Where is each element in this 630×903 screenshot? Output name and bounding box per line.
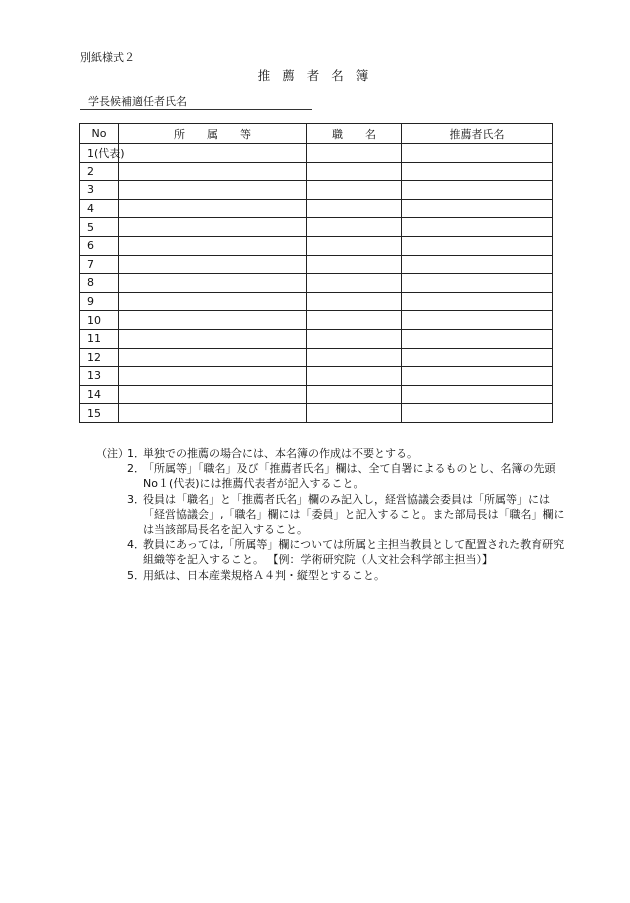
table-row <box>80 218 553 237</box>
row-number: 7 <box>80 255 119 274</box>
table-body <box>80 144 553 423</box>
table-row <box>80 181 553 200</box>
note-text: 「所属等」「職名」及び「推薦者氏名」欄は、全て自署によるものとし、名簿の先頭 No１(代表)には推薦代表者が記入すること。 <box>143 462 556 491</box>
recommender-name-cell[interactable] <box>402 385 553 404</box>
row-number: 6 <box>80 236 119 255</box>
recommender-name-cell[interactable] <box>402 329 553 348</box>
recommender-name-cell[interactable] <box>402 311 553 330</box>
recommender-name-cell[interactable] <box>402 199 553 218</box>
notes-list <box>96 446 566 583</box>
position-cell[interactable] <box>307 162 402 181</box>
table-row <box>80 292 553 311</box>
recommender-name-cell[interactable] <box>402 274 553 293</box>
recommender-name-cell[interactable] <box>402 144 553 163</box>
affiliation-cell[interactable] <box>119 144 307 163</box>
recommender-name-cell[interactable] <box>402 218 553 237</box>
row-number: 15 <box>80 404 119 423</box>
note-number: 4． <box>127 538 145 552</box>
row-number: 8 <box>80 274 119 293</box>
table-row <box>80 329 553 348</box>
recommender-name-cell[interactable] <box>402 181 553 200</box>
recommender-name-cell[interactable] <box>402 236 553 255</box>
affiliation-cell[interactable] <box>119 348 307 367</box>
position-cell[interactable] <box>307 404 402 423</box>
row-number: 9 <box>80 292 119 311</box>
recommender-name-cell[interactable] <box>402 348 553 367</box>
row-number: 3 <box>80 181 119 200</box>
recommender-table <box>79 123 553 423</box>
page-title: 推 薦 者 名 簿 <box>257 68 373 83</box>
position-cell[interactable] <box>307 144 402 163</box>
note-number: 5． <box>127 568 145 582</box>
table-header-row <box>80 124 553 144</box>
table-row <box>80 311 553 330</box>
note-item <box>96 492 566 538</box>
position-cell[interactable] <box>307 329 402 348</box>
position-cell[interactable] <box>307 218 402 237</box>
row-number: 10 <box>80 311 119 330</box>
position-cell[interactable] <box>307 236 402 255</box>
notes-prefix: （注） <box>96 447 129 460</box>
table-row <box>80 199 553 218</box>
position-cell[interactable] <box>307 181 402 200</box>
position-cell[interactable] <box>307 274 402 293</box>
note-number: 2． <box>127 462 145 476</box>
note-item <box>96 537 566 567</box>
affiliation-cell[interactable] <box>119 311 307 330</box>
column-header-no: No <box>80 124 119 144</box>
affiliation-cell[interactable] <box>119 404 307 423</box>
table-row <box>80 385 553 404</box>
affiliation-cell[interactable] <box>119 367 307 386</box>
position-cell[interactable] <box>307 367 402 386</box>
note-item <box>96 461 566 491</box>
table-row <box>80 236 553 255</box>
note-item <box>96 568 566 583</box>
column-header-position: 職 名 <box>307 124 402 144</box>
column-header-name: 推薦者氏名 <box>402 124 553 144</box>
row-number: 5 <box>80 218 119 237</box>
note-text: 教員にあっては,「所属等」欄については所属と主担当教員として配置された教育研究組織等を記入すること。 【例：学術研究院（人文社会科学部主担当）】 <box>143 538 565 567</box>
recommender-name-cell[interactable] <box>402 162 553 181</box>
table-row <box>80 144 553 163</box>
affiliation-cell[interactable] <box>119 236 307 255</box>
row-number: 4 <box>80 199 119 218</box>
recommender-name-cell[interactable] <box>402 255 553 274</box>
note-text: 用紙は、日本産業規格Ａ４判・縦型とすること。 <box>143 568 385 582</box>
affiliation-cell[interactable] <box>119 255 307 274</box>
row-number: 12 <box>80 348 119 367</box>
note-number: 3． <box>127 492 145 506</box>
affiliation-cell[interactable] <box>119 181 307 200</box>
recommender-name-cell[interactable] <box>402 292 553 311</box>
affiliation-cell[interactable] <box>119 274 307 293</box>
applicant-underline <box>80 109 312 110</box>
row-number: 2 <box>80 162 119 181</box>
position-cell[interactable] <box>307 311 402 330</box>
column-header-affiliation: 所 属 等 <box>119 124 307 144</box>
position-cell[interactable] <box>307 385 402 404</box>
notes-section <box>96 446 566 583</box>
table-row <box>80 162 553 181</box>
table-row <box>80 348 553 367</box>
affiliation-cell[interactable] <box>119 329 307 348</box>
recommender-name-cell[interactable] <box>402 404 553 423</box>
position-cell[interactable] <box>307 199 402 218</box>
affiliation-cell[interactable] <box>119 385 307 404</box>
affiliation-cell[interactable] <box>119 162 307 181</box>
position-cell[interactable] <box>307 255 402 274</box>
applicant-label: 学長候補適任者氏名 <box>88 95 187 108</box>
note-number: 1． <box>127 447 145 460</box>
position-cell[interactable] <box>307 348 402 367</box>
form-number: 別紙様式２ <box>80 51 135 64</box>
affiliation-cell[interactable] <box>119 292 307 311</box>
table-row <box>80 404 553 423</box>
note-text: 役員は「職名」と「推薦者氏名」欄のみ記入し，経営協議会委員は「所属等」には「経営協議会」,「職名」欄には「委員」と記入すること。また部局長は「職名」欄には当該部局長名を記入すること。 <box>143 492 565 537</box>
row-number: 1(代表) <box>80 144 119 163</box>
table-row <box>80 255 553 274</box>
note-text: 単独での推薦の場合には、本名簿の作成は不要とする。 <box>143 447 418 460</box>
table-row <box>80 274 553 293</box>
affiliation-cell[interactable] <box>119 199 307 218</box>
affiliation-cell[interactable] <box>119 218 307 237</box>
row-number: 13 <box>80 367 119 386</box>
table-row <box>80 367 553 386</box>
note-item <box>96 446 566 461</box>
position-cell[interactable] <box>307 292 402 311</box>
row-number: 11 <box>80 329 119 348</box>
row-number: 14 <box>80 385 119 404</box>
recommender-name-cell[interactable] <box>402 367 553 386</box>
